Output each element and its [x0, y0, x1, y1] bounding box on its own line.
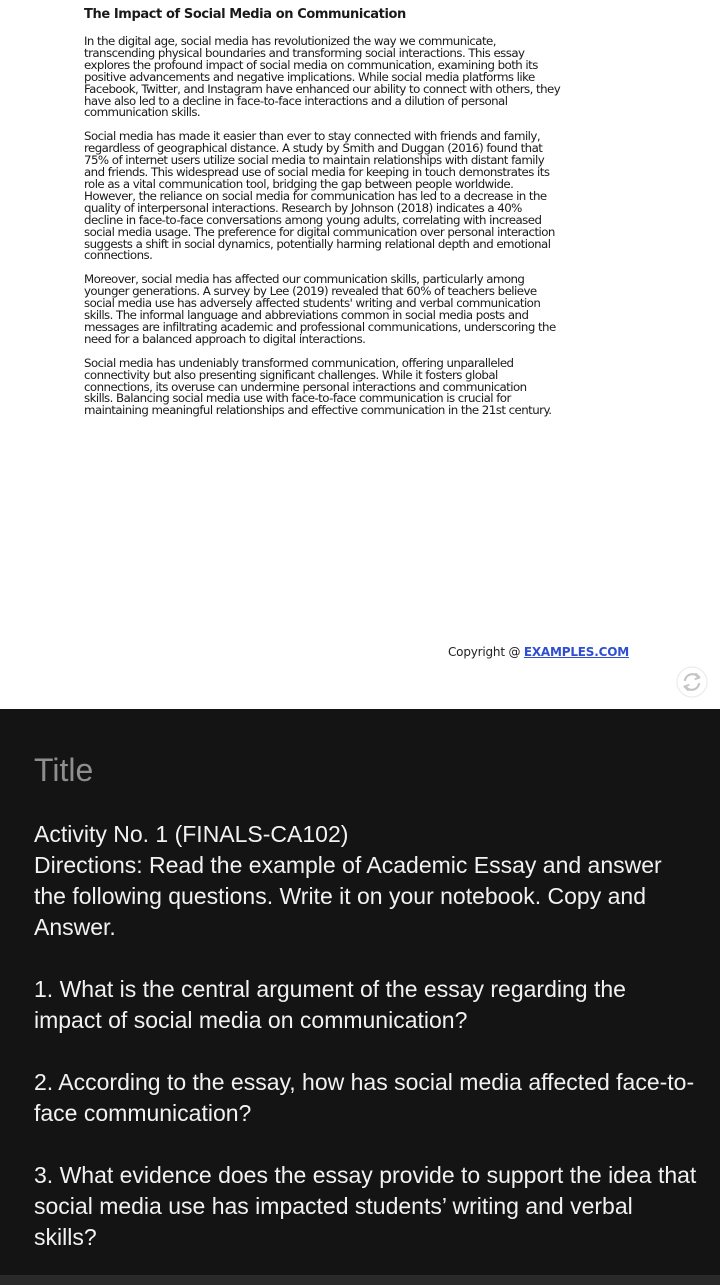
rotate-icon[interactable] — [676, 666, 708, 698]
essay-line: skills. The informal language and abbreviations common in social media posts and — [84, 308, 529, 323]
essay-line: role as a vital communication tool, bridging the gap between people worldwide. — [84, 176, 514, 191]
copyright-notice — [448, 645, 629, 659]
essay-line: In the digital age, social media has revolutionized the way we communicate, — [84, 34, 496, 48]
essay-line: positive advancements and negative implications. While social media platforms like — [84, 69, 535, 84]
essay-line: However, the reliance on social media for communication has led to a decrease in the — [84, 188, 547, 203]
essay-line: skills. Balancing social media use with face-to-face communication is crucial for — [84, 391, 511, 406]
directions-text: Directions: Read the example of Academic Essay and answer the following questions. Write it on your notebook. Copy and Answer. — [34, 852, 662, 940]
essay-line: 75% of internet users utilize social media to maintain relationships with distant family — [84, 153, 545, 168]
essay-line: connections. — [84, 248, 153, 263]
essay-line: younger generations. A survey by Lee (2019) revealed that 60% of teachers believe — [84, 284, 537, 299]
essay-line: social media usage. The preference for digital communication over personal interaction — [84, 224, 555, 239]
essay-title: The Impact of Social Media on Communication — [84, 7, 406, 22]
essay-line: decline in face-to-face conversations among young adults, correlating with increased — [84, 212, 542, 227]
examples-link[interactable]: EXAMPLES.COM — [523, 645, 629, 659]
essay-line: connectivity but also presenting significant challenges. While it fosters global — [84, 367, 498, 382]
essay-line: suggests a shift in social dynamics, potentially harming relational depth and emotional — [84, 236, 551, 251]
essay-content — [84, 6, 640, 429]
panel-title: Title — [34, 752, 94, 788]
essay-paragraph-3 — [84, 274, 640, 345]
essay-line: messages are infiltrating academic and professional communications, underscoring the — [84, 319, 556, 334]
essay-paragraph-2 — [84, 131, 640, 262]
activity-label: Activity No. 1 (FINALS-CA102) — [34, 821, 349, 847]
essay-line: regardless of geographical distance. A study by Smith and Duggan (2016) found that — [84, 141, 543, 156]
question-2: 2. According to the essay, how has social media affected face-to-face communication? — [34, 1069, 695, 1126]
essay-line: Facebook, Twitter, and Instagram have enhanced our ability to connect with others, they — [84, 81, 561, 96]
essay-line: connections, its overuse can undermine personal interactions and communication — [84, 379, 527, 394]
essay-line: social media use has adversely affected students' writing and verbal communication — [84, 296, 541, 311]
bottom-strip — [0, 1275, 720, 1285]
essay-line: Social media has undeniably transformed communication, offering unparalleled — [84, 355, 514, 370]
question-1: 1. What is the central argument of the essay regarding the impact of social media on communication? — [34, 976, 626, 1033]
panel-body — [34, 819, 698, 1253]
essay-line: maintaining meaningful relationships and effective communication in the 21st century. — [84, 403, 552, 418]
essay-line: transcending physical boundaries and transforming social interactions. This essay — [84, 45, 525, 60]
essay-line: Social media has made it easier than ever to stay connected with friends and family, — [84, 129, 541, 144]
essay-line: have also led to a decline in face-to-face interactions and a dilution of personal — [84, 93, 508, 108]
essay-line: Moreover, social media has affected our communication skills, particularly among — [84, 272, 525, 287]
essay-paragraph-1 — [84, 36, 640, 119]
essay-line: communication skills. — [84, 105, 201, 120]
essay-paragraph-4 — [84, 355, 640, 418]
question-panel — [0, 709, 720, 1275]
essay-line: quality of interpersonal interactions. Research by Johnson (2018) indicates a 40% — [84, 200, 522, 215]
question-3: 3. What evidence does the essay provide to support the idea that social media use has impacted students’ writing and verbal skills? — [34, 1162, 697, 1250]
essay-line: and friends. This widespread use of social media for keeping in touch demonstrates its — [84, 165, 550, 180]
essay-line: need for a balanced approach to digital interactions. — [84, 331, 366, 346]
essay-line: explores the profound impact of social media on communication, examining both its — [84, 57, 538, 72]
copyright-prefix: Copyright @ — [448, 645, 524, 659]
